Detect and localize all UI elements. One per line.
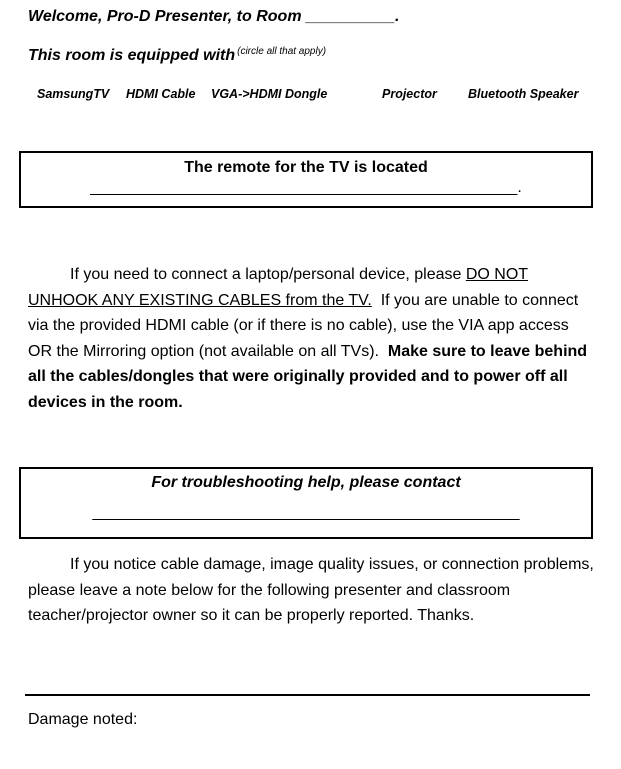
- equipment-heading-note: (circle all that apply): [237, 46, 327, 57]
- connect-reminder-bold: Make sure to leave behind all the cables/dongles that were originally provided and to power off all devices in the room.: [28, 342, 588, 411]
- remote-location-box: [19, 151, 593, 208]
- connect-text-2: If you are unable to connect via the provided HDMI cable (or if there is no cable), use the VIA app access OR the Mirroring option (not available on all TVs).: [28, 291, 583, 360]
- damage-instructions-text: If you notice cable damage, image quality issues, or connection problems, please leave a note below for the following presenter and classroom teacher/projector owner so it can be properly reported. Thanks.: [28, 556, 594, 624]
- equipment-item-hdmi-cable[interactable]: HDMI Cable: [126, 87, 196, 101]
- connect-warning-underlined: DO NOT UNHOOK ANY EXISTING CABLES from the TV.: [28, 266, 529, 309]
- damage-instructions: [28, 552, 594, 629]
- equipment-item-vga-hdmi-dongle[interactable]: VGA->HDMI Dongle: [211, 87, 328, 101]
- connect-text-1: If you need to connect a laptop/personal device, please: [70, 266, 466, 283]
- remote-location-title: The remote for the TV is located: [184, 159, 428, 176]
- equipment-heading: [28, 46, 326, 65]
- remote-location-blank[interactable]: ________________________________________________.: [90, 179, 522, 196]
- equipment-item-bluetooth-speaker[interactable]: Bluetooth Speaker: [468, 87, 579, 101]
- troubleshooting-contact-blank[interactable]: ________________________________________________: [92, 504, 520, 521]
- equipment-item-projector[interactable]: Projector: [382, 87, 437, 101]
- equipment-heading-text: This room is equipped with: [28, 47, 236, 64]
- damage-noted-label: Damage noted:: [28, 711, 138, 728]
- troubleshooting-box: [19, 467, 593, 539]
- connect-instructions: [28, 262, 594, 415]
- welcome-heading: Welcome, Pro-D Presenter, to Room __________.: [28, 8, 400, 25]
- divider-line: [25, 694, 590, 696]
- troubleshooting-title: For troubleshooting help, please contact: [151, 474, 461, 491]
- equipment-item-samsung-tv[interactable]: SamsungTV: [37, 87, 110, 101]
